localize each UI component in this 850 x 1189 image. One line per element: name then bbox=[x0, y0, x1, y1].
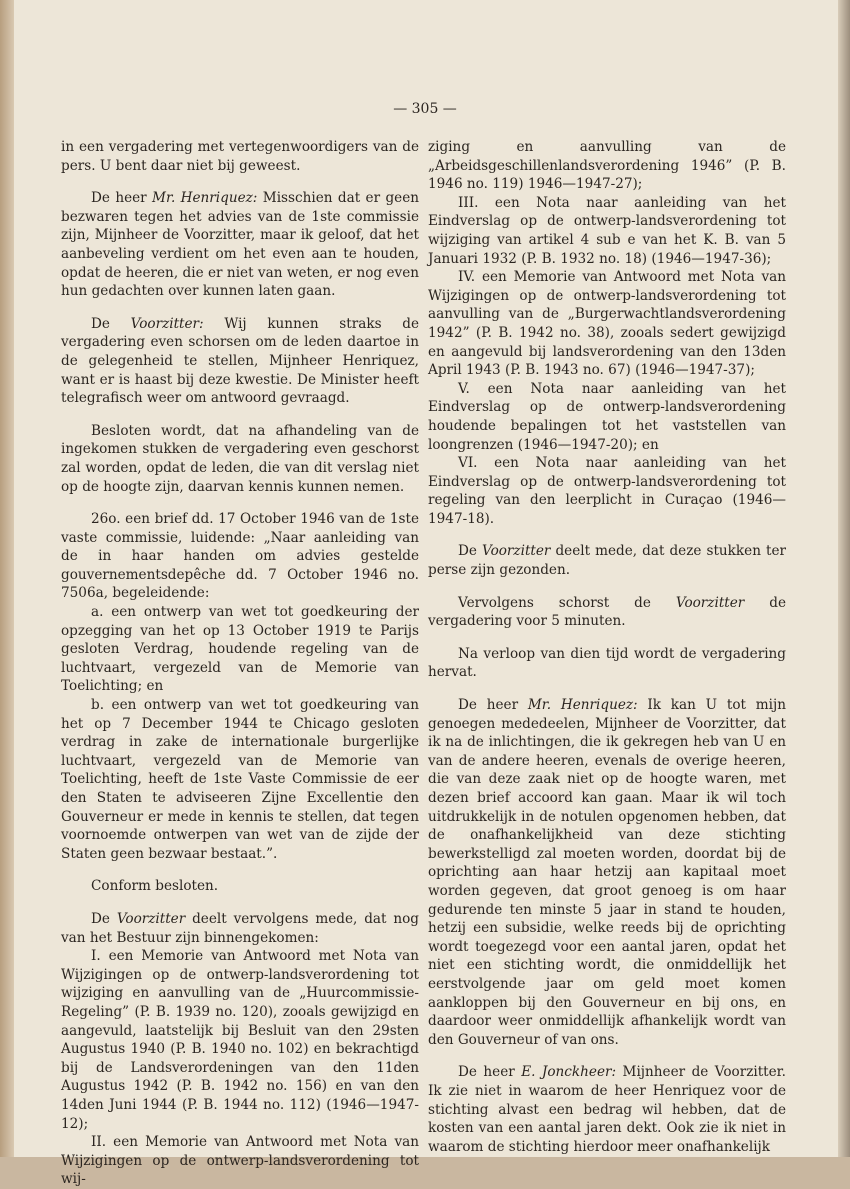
paragraph-henriquez: De heer Mr. Henriquez: Misschien dat er geen bezwaren tegen het advies van de 1ste commissie zijn, Mijnheer de Voorzitter, maar ik geloof, dat het aanbeveling verdient om het even aan te houden, opdat de heeren, die er niet van weten, er nog even hun gedachten over kunnen laten gaan. bbox=[61, 190, 419, 300]
page-edge bbox=[838, 0, 850, 1157]
paragraph-item-I: I. een Memorie van Antwoord met Nota van Wijzigingen op de ontwerp-landsverordening tot wijziging en aanvulling van de „Huurcommissie-Regeling” (P. B. 1939 no. 120), zooals gewijzigd en aangevuld, laatstelijk bij Besluit van den 29sten Augustus 1940 (P. B. 1940 no. 102) en bekrachtigd bij de Landsverordeningen van den 11den Augustus 1942 (P. B. 1942 no. 156) en van den 14den Juni 1944 (P. B. 1944 no. 112) (1946—1947-12); bbox=[61, 948, 419, 1132]
binding-shadow bbox=[0, 0, 14, 1157]
paragraph-conform: Conform besloten. bbox=[91, 878, 219, 895]
speaker-name: E. Jonckheer: bbox=[521, 1064, 617, 1081]
speaker-name: Voorzitter bbox=[675, 594, 745, 611]
paragraph-voorzitter-mede: De Voorzitter deelt vervolgens mede, dat nog van het Bestuur zijn binnengekomen: bbox=[61, 910, 419, 946]
right-column bbox=[428, 138, 786, 1170]
paragraph-schorsing: Vervolgens schorst de Voorzitter de vergadering voor 5 minuten. bbox=[428, 594, 786, 630]
paragraph-item-26: 26o. een brief dd. 17 October 1946 van de 1ste vaste commissie, luidende: „Naar aanleiding van de in haar handen om advies gestelde gouvernementsdepêche dd. 7 October 1946 no. 7506a, begeleidende: bbox=[61, 511, 419, 602]
paragraph-hervat: Na verloop van dien tijd wordt de vergadering hervat. bbox=[428, 645, 786, 681]
paragraph-henriquez-2: De heer Mr. Henriquez: Ik kan U tot mijn genoegen mededeelen, Mijnheer de Voorzitter, dat ik na de inlichtingen, die ik gekregen heb van U en van de andere heeren, evenals de overige heeren, die van deze zaak niet op de hoogte waren, met dezen brief accoord kan gaan. Maar ik wil toch uitdrukkelijk in de notulen opgenomen hebben, dat de onafhankelijkheid van deze stichting bewerkstelligd zal moeten worden, doordat bij de oprichting aan haar hetzij aan kapitaal moet worden gegeven, dat groot genoeg is om haar gedurende ten minste 5 jaar in stand te houden, hetzij een subsidie, welke reeds bij de oprichting wordt toegezegd voor een aantal jaren, opdat het niet een stichting wordt, die onmiddellijk het eerstvolgende jaar om geld moet komen aankloppen bij den Gouverneur en bij ons, en daardoor weer onmiddellijk afhankelijk wordt van den Gouverneur of van ons. bbox=[428, 697, 786, 1048]
page-number: — 305 — bbox=[393, 101, 457, 117]
paragraph-besloten: Besloten wordt, dat na afhandeling van de ingekomen stukken de vergadering even geschorst zal worden, opdat de leden, die van dit verslag niet op de hoogte zijn, daarvan kennis kunnen nemen. bbox=[61, 422, 419, 495]
paragraph-voorzitter-perse: De Voorzitter deelt mede, dat deze stukken ter perse zijn gezonden. bbox=[428, 543, 787, 579]
paragraph: in een vergadering met vertegenwoordigers van de pers. U bent daar niet bij geweest. bbox=[61, 139, 419, 174]
speaker-name: Voorzitter: bbox=[130, 315, 204, 332]
speaker-name: Mr. Henriquez: bbox=[152, 190, 258, 207]
paragraph-item-VI: VI. een Nota naar aanleiding van het Eindverslag op de ontwerp-landsverordening tot regeling van den leerplicht in Curaçao (1946—1947-18). bbox=[428, 455, 786, 527]
paragraph-item-a: a. een ontwerp van wet tot goedkeuring der opzegging van het op 13 October 1919 te Parijs gesloten Verdrag, houdende regeling van de luchtvaart, vergezeld van de Memorie van Toelichting; en bbox=[61, 604, 419, 695]
speaker-name: Mr. Henriquez: bbox=[527, 697, 638, 714]
paragraph-item-III: III. een Nota naar aanleiding van het Eindverslag op de ontwerp-landsverordening tot wijziging van artikel 4 sub e van het K. B. van 5 Januari 1932 (P. B. 1932 no. 18) (1946—1947-36); bbox=[428, 194, 786, 267]
speaker-name: Voorzitter bbox=[482, 543, 551, 560]
paragraph-jonckheer: De heer E. Jonckheer: Mijnheer de Voorzitter. Ik zie niet in waarom de heer Henriquez voor de stichting alvast een bedrag wil hebben, dat de kosten van een aantal jaren dekt. Ook zie ik niet in waarom de stichting hierdoor meer onafhankelijk bbox=[428, 1064, 787, 1155]
paragraph-continuation: ziging en aanvulling van de „Arbeidsgeschillenlandsverordening 1946” (P. B. 1946 no. 119) 1946—1947-27); bbox=[428, 139, 786, 193]
paragraph-item-IV: IV. een Memorie van Antwoord met Nota van Wijzigingen op de ontwerp-landsverordening tot aanvulling van de „Burgerwachtlandsverordening 1942” (P. B. 1942 no. 38), zooals sedert gewijzigd en aangevuld bij landsverordening van den 13den April 1943 (P. B. 1943 no. 67) (1946—1947-37); bbox=[428, 269, 786, 379]
speaker-name: Voorzitter bbox=[116, 910, 186, 927]
paragraph-voorzitter: De Voorzitter: Wij kunnen straks de vergadering even schorsen om de leden daartoe in de gelegenheid te stellen, Mijnheer Henriquez, want er is haast bij deze kwestie. De Minister heeft telegrafisch weer om antwoord gevraagd. bbox=[61, 315, 419, 407]
left-column bbox=[61, 138, 419, 1189]
paragraph-item-II: II. een Memorie van Antwoord met Nota van Wijzigingen op de ontwerp-landsverordening tot wij- bbox=[61, 1134, 419, 1188]
paragraph-item-V: V. een Nota naar aanleiding van het Eindverslag op de ontwerp-landsverordening houdende bepalingen tot het vaststellen van loongrenzen (1946—1947-20); en bbox=[428, 380, 786, 453]
paragraph-item-b: b. een ontwerp van wet tot goedkeuring van het op 7 December 1944 te Chicago gesloten verdrag in zake de internationale burgerlijke luchtvaart, vergezeld van de Memorie van Toelichting, heeft de 1ste Vaste Commissie de eer den Staten te adviseeren Zijne Excellentie den Gouverneur er mede in kennis te stellen, dat tegen voornoemde ontwerpen van wet van de zijde der Staten geen bezwaar bestaat.”. bbox=[61, 697, 419, 862]
